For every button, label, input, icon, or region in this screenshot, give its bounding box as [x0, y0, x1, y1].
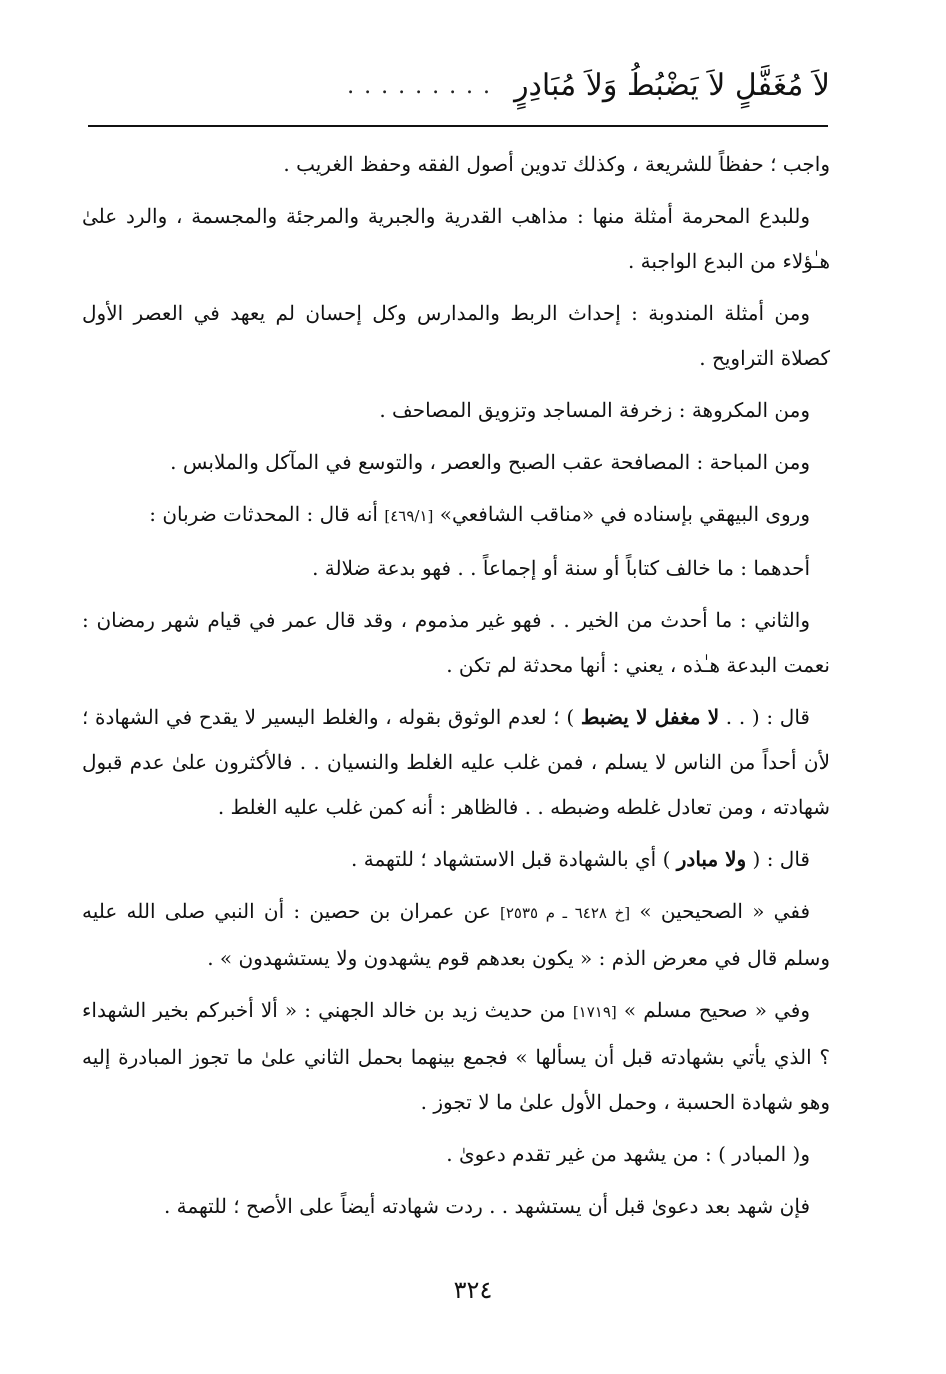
citation-reference: [٤٦٩/١]	[384, 507, 434, 525]
paragraph-8	[82, 598, 830, 688]
paragraph-text: أحدهما : ما خالف كتاباً أو سنة أو إجماعاً . . فهو بدعة ضلالة .	[312, 556, 810, 580]
paragraph-2	[82, 194, 830, 284]
header-rule	[88, 125, 828, 127]
page-number: ٣٢٤	[453, 1276, 493, 1304]
paragraph-text: و( المبادر ) : من يشهد من غير تقدم دعوىٰ .	[446, 1142, 810, 1166]
paragraph-text: من حديث زيد بن خالد الجهني : « ألا أخبركم بخير الشهداء ؟ الذي يأتي بشهادته قبل أن يسألها » فجمع بينهما بحمل الثاني علىٰ ما تجوز المبادرة إليه وهو شهادة الحسبة ، وحمل الأول علىٰ ما لا تجوز .	[82, 998, 830, 1114]
header-dot-leader: .........	[347, 73, 501, 99]
paragraph-text: ففي « الصحيحين »	[630, 899, 811, 923]
paragraph-text: وللبدع المحرمة أمثلة منها : مذاهب القدرية والجبرية والمرجئة والمجسمة ، والرد علىٰ هـٰؤلاء من البدع الواجبة .	[82, 204, 830, 273]
paragraph-6	[82, 492, 830, 539]
matn-quote: ولا مبادر	[676, 847, 747, 871]
paragraph-text: وفي « صحيح مسلم »	[616, 998, 810, 1022]
paragraph-text: والثاني : ما أحدث من الخير . . فهو غير مذموم ، وقد قال عمر في قيام شهر رمضان : نعمت البدعة هـٰذه ، يعني : أنها محدثة لم تكن .	[82, 608, 830, 677]
paragraph-text: ومن المباحة : المصافحة عقب الصبح والعصر ، والتوسع في المآكل والملابس .	[170, 450, 810, 474]
citation-reference: [خ ٦٤٢٨ ـ م ٢٥٣٥]	[500, 904, 631, 922]
paragraph-11	[82, 889, 830, 981]
paragraph-text: ومن أمثلة المندوبة : إحداث الربط والمدارس وكل إحسان لم يعهد في العصر الأول كصلاة التراويح .	[82, 301, 830, 370]
paragraph-text: ) ؛ لعدم الوثوق بقوله ، والغلط اليسير لا يقدح في الشهادة ؛ لأن أحداً من الناس لا يسلم ، فمن غلب عليه الغلط والنسيان . . فالأكثرون علىٰ عدم قبول شهادته ، ومن تعادل غلطه وضبطه . . فالظاهر : أنه كمن غلب عليه الغلط .	[82, 705, 830, 819]
paragraph-12	[82, 988, 830, 1125]
paragraph-text: قال : ( . .	[719, 705, 810, 729]
paragraph-text: قال : (	[746, 847, 810, 871]
running-header	[85, 58, 830, 114]
paragraph-4	[82, 388, 830, 433]
header-title: لاَ مُغَفَّلٍ لاَ يَضْبُطُ وَلاَ مُبَادِرٍ	[514, 68, 830, 103]
paragraph-text: ) أي بالشهادة قبل الاستشهاد ؛ للتهمة .	[351, 847, 677, 871]
paragraph-10	[82, 837, 830, 882]
paragraph-13	[82, 1132, 830, 1177]
paragraph-text: واجب ؛ حفظاً للشريعة ، وكذلك تدوين أصول الفقه وحفظ الغريب .	[283, 152, 830, 176]
paragraph-text: ومن المكروهة : زخرفة المساجد وتزويق المصاحف .	[379, 398, 810, 422]
body-text	[82, 142, 830, 1236]
paragraph-5	[82, 440, 830, 485]
paragraph-3	[82, 291, 830, 381]
paragraph-text: أنه قال : المحدثات ضربان :	[149, 502, 385, 526]
paragraph-1	[82, 142, 830, 187]
paragraph-7	[82, 546, 830, 591]
citation-reference: [١٧١٩]	[572, 1003, 617, 1021]
matn-quote: لا مغفل لا يضبط	[580, 705, 720, 729]
paragraph-text: عن عمران بن حصين : أن النبي صلى الله عليه وسلم قال في معرض الذم : « يكون بعدهم قوم يشهدون ولا يستشهدون » .	[82, 899, 830, 970]
paragraph-text: فإن شهد بعد دعوىٰ قبل أن يستشهد . . ردت شهادته أيضاً على الأصح ؛ للتهمة .	[163, 1194, 810, 1218]
paragraph-14	[82, 1184, 830, 1229]
paragraph-text: وروى البيهقي بإسناده في «مناقب الشافعي»	[433, 502, 810, 526]
paragraph-9	[82, 695, 830, 830]
